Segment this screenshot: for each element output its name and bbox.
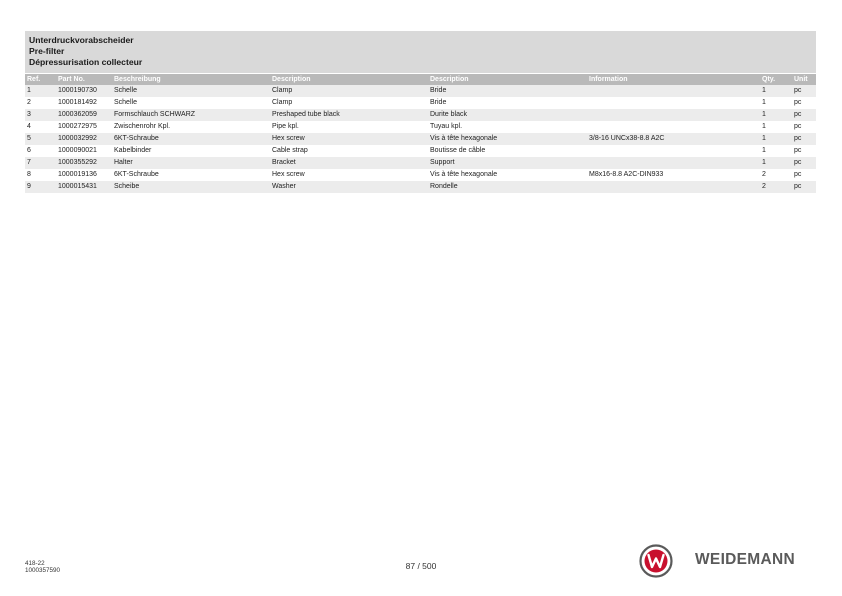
col-header-unit: Unit bbox=[794, 76, 808, 83]
col-header-information: Information bbox=[589, 76, 628, 83]
col-header-part-no: Part No. bbox=[58, 76, 85, 83]
cell-ref: 5 bbox=[27, 135, 31, 142]
cell-beschreibung: Kabelbinder bbox=[114, 147, 152, 154]
table-row bbox=[25, 121, 816, 133]
cell-unit: pc bbox=[794, 171, 802, 178]
table-header-row bbox=[25, 74, 816, 85]
cell-unit: pc bbox=[794, 135, 802, 142]
title-french: Dépressurisation collecteur bbox=[29, 57, 143, 67]
cell-beschreibung: Schelle bbox=[114, 87, 137, 94]
page-number: 87 / 500 bbox=[405, 561, 437, 571]
cell-beschreibung: Schelle bbox=[114, 99, 137, 106]
table-row bbox=[25, 85, 816, 97]
table-row bbox=[25, 109, 816, 121]
table-row bbox=[25, 169, 816, 181]
col-header-qty: Qty. bbox=[762, 76, 776, 83]
cell-ref: 3 bbox=[27, 111, 31, 118]
cell-description-fr: Bride bbox=[430, 99, 447, 106]
cell-description-fr: Boutisse de câble bbox=[430, 147, 486, 154]
cell-ref: 2 bbox=[27, 99, 31, 106]
cell-qty: 1 bbox=[762, 111, 766, 118]
cell-part-no: 1000090021 bbox=[58, 147, 97, 154]
cell-ref: 9 bbox=[27, 183, 31, 190]
cell-part-no: 1000355292 bbox=[58, 159, 97, 166]
cell-description-fr: Tuyau kpl. bbox=[430, 123, 463, 130]
weidemann-logo-icon bbox=[639, 544, 673, 578]
table-row bbox=[25, 145, 816, 157]
cell-description-en: Bracket bbox=[272, 159, 296, 166]
cell-unit: pc bbox=[794, 99, 802, 106]
cell-part-no: 1000032992 bbox=[58, 135, 97, 142]
cell-part-no: 1000272975 bbox=[58, 123, 97, 130]
table-row bbox=[25, 97, 816, 109]
cell-description-en: Hex screw bbox=[272, 135, 305, 142]
cell-qty: 1 bbox=[762, 87, 766, 94]
cell-information: M8x16-8.8 A2C-DIN933 bbox=[589, 171, 664, 178]
cell-description-en: Pipe kpl. bbox=[272, 123, 299, 130]
cell-description-en: Cable strap bbox=[272, 147, 308, 154]
cell-ref: 6 bbox=[27, 147, 31, 154]
cell-description-en: Preshaped tube black bbox=[272, 111, 340, 118]
table-row bbox=[25, 157, 816, 169]
col-header-ref: Ref. bbox=[27, 76, 41, 83]
cell-beschreibung: Scheibe bbox=[114, 183, 140, 190]
cell-beschreibung: 6KT-Schraube bbox=[114, 171, 159, 178]
cell-qty: 2 bbox=[762, 171, 766, 178]
cell-description-en: Clamp bbox=[272, 87, 293, 94]
title-english: Pre-filter bbox=[29, 46, 65, 56]
cell-part-no: 1000181492 bbox=[58, 99, 97, 106]
page-header bbox=[25, 31, 816, 73]
cell-unit: pc bbox=[794, 183, 802, 190]
cell-description-en: Washer bbox=[272, 183, 296, 190]
cell-qty: 1 bbox=[762, 135, 766, 142]
cell-ref: 8 bbox=[27, 171, 31, 178]
doc-code: 418-22 bbox=[25, 560, 45, 567]
cell-unit: pc bbox=[794, 123, 802, 130]
cell-qty: 1 bbox=[762, 123, 766, 130]
table-row bbox=[25, 181, 816, 193]
cell-description-en: Clamp bbox=[272, 99, 293, 106]
cell-description-fr: Vis à tête hexagonale bbox=[430, 135, 498, 142]
cell-description-fr: Bride bbox=[430, 87, 447, 94]
table-body bbox=[25, 85, 816, 193]
parts-table bbox=[25, 74, 816, 193]
cell-description-fr: Rondelle bbox=[430, 183, 458, 190]
cell-description-fr: Vis à tête hexagonale bbox=[430, 171, 498, 178]
cell-description-en: Hex screw bbox=[272, 171, 305, 178]
cell-information: 3/8-16 UNCx38-8.8 A2C bbox=[589, 135, 665, 142]
doc-number: 1000357590 bbox=[25, 567, 61, 574]
cell-unit: pc bbox=[794, 87, 802, 94]
cell-qty: 1 bbox=[762, 159, 766, 166]
cell-part-no: 1000019136 bbox=[58, 171, 97, 178]
cell-unit: pc bbox=[794, 111, 802, 118]
cell-description-fr: Durite black bbox=[430, 111, 467, 118]
cell-unit: pc bbox=[794, 159, 802, 166]
cell-part-no: 1000362059 bbox=[58, 111, 97, 118]
cell-unit: pc bbox=[794, 147, 802, 154]
table-row bbox=[25, 133, 816, 145]
cell-qty: 2 bbox=[762, 183, 766, 190]
brand-wordmark: WEIDEMANN bbox=[695, 551, 795, 568]
cell-part-no: 1000190730 bbox=[58, 87, 97, 94]
cell-beschreibung: Halter bbox=[114, 159, 133, 166]
cell-beschreibung: Formschlauch SCHWARZ bbox=[114, 111, 196, 118]
cell-beschreibung: 6KT-Schraube bbox=[114, 135, 159, 142]
cell-ref: 7 bbox=[27, 159, 31, 166]
col-header-description-en: Description bbox=[272, 76, 311, 83]
cell-ref: 1 bbox=[27, 87, 31, 94]
cell-ref: 4 bbox=[27, 123, 31, 130]
cell-qty: 1 bbox=[762, 99, 766, 106]
title-german: Unterdruckvorabscheider bbox=[29, 35, 134, 45]
cell-description-fr: Support bbox=[430, 159, 455, 166]
col-header-beschreibung: Beschreibung bbox=[114, 76, 161, 83]
cell-part-no: 1000015431 bbox=[58, 183, 97, 190]
cell-beschreibung: Zwischenrohr Kpl. bbox=[114, 123, 171, 130]
cell-qty: 1 bbox=[762, 147, 766, 154]
col-header-description-fr: Description bbox=[430, 76, 469, 83]
